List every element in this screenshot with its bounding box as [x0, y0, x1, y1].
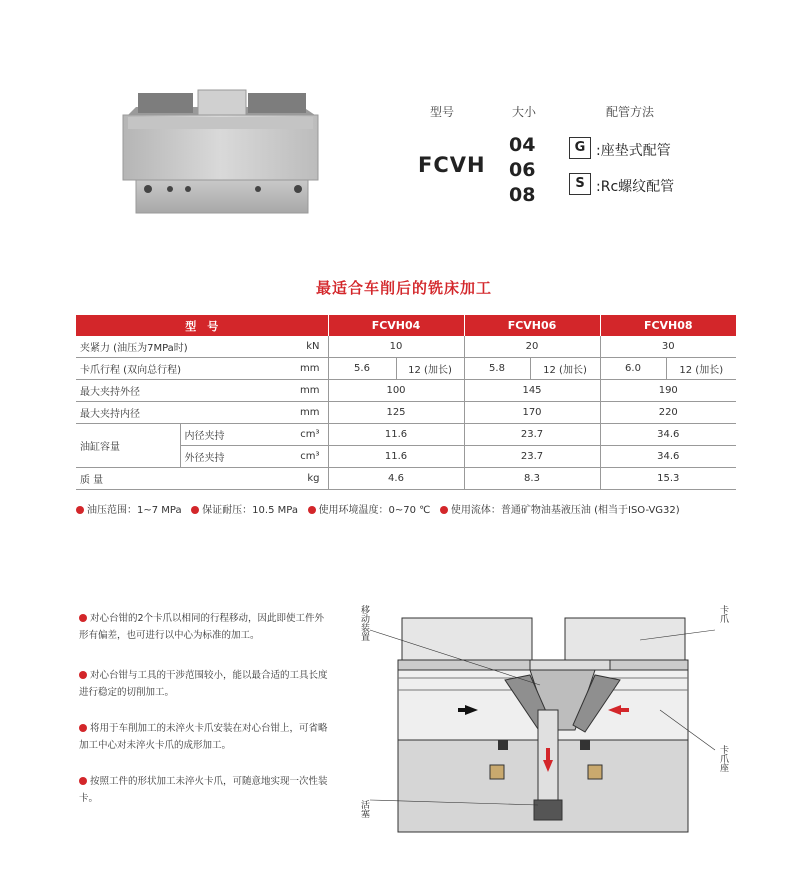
table-row: [76, 336, 736, 358]
feature-item: 对心台钳的2个卡爪以相同的行程移动，因此即使工件外形有偏差，也可进行以中心为标准的加工。: [79, 613, 325, 641]
cell-value: 20: [464, 336, 600, 358]
col-model-label: 型号: [430, 105, 455, 119]
row-label: 内径夹持: [180, 424, 276, 446]
row-label: 最大夹持外径: [76, 380, 276, 402]
bullet-icon: [191, 506, 199, 514]
cell-value: 170: [464, 402, 600, 424]
cell-value: 11.6: [328, 446, 464, 468]
bullet-icon: [79, 614, 87, 622]
cell-value: 11.6: [328, 424, 464, 446]
bullet-icon: [76, 506, 84, 514]
pipe-code-g: G: [569, 137, 591, 159]
bullet-icon: [440, 506, 448, 514]
cell-value: 23.7: [464, 446, 600, 468]
row-unit: mm: [276, 402, 328, 424]
size-08: 08: [509, 184, 536, 206]
cell-value: 10: [328, 336, 464, 358]
header-fcvh08: FCVH08: [600, 315, 736, 336]
label-moving-device: 移动装置: [359, 605, 369, 641]
bullet-icon: [79, 724, 87, 732]
bullet-icon: [79, 777, 87, 785]
header-model-label: 型 号: [76, 315, 328, 336]
section-title: 最适合车削后的铣床加工: [315, 279, 492, 297]
cell-value: 5.6: [328, 358, 396, 380]
spec-table: [76, 315, 736, 490]
cell-value: 5.8: [464, 358, 530, 380]
label-jaw: 卡爪: [718, 605, 728, 623]
feature-item: 对心台钳与工具的干涉范围较小，能以最合适的工具长度进行稳定的切削加工。: [79, 670, 328, 698]
cell-value: 30: [600, 336, 736, 358]
bullet-icon: [79, 671, 87, 679]
size-04: 04: [509, 134, 536, 156]
feature-item: 按照工件的形状加工未淬火卡爪，可随意地实现一次性装卡。: [79, 776, 328, 804]
row-label: 质 量: [76, 468, 276, 490]
header-fcvh06: FCVH06: [464, 315, 600, 336]
note-item: 保证耐压：10.5 MPa: [191, 505, 298, 516]
label-jaw-base: 卡爪座: [718, 745, 728, 772]
col-pipe-label: 配管方法: [606, 105, 655, 119]
row-unit: kg: [276, 468, 328, 490]
cell-value: 34.6: [600, 446, 736, 468]
table-row: [76, 380, 736, 402]
table-row: [76, 424, 736, 446]
table-header-row: [76, 315, 736, 336]
pipe-text-g: :座垫式配管: [596, 143, 671, 159]
col-size-label: 大小: [512, 105, 537, 119]
cell-value: 15.3: [600, 468, 736, 490]
size-06: 06: [509, 159, 536, 181]
cell-value: 4.6: [328, 468, 464, 490]
pipe-code-s: S: [569, 173, 591, 195]
cell-value: 100: [328, 380, 464, 402]
row-unit: cm³: [276, 424, 328, 446]
row-label: 卡爪行程 (双向总行程): [76, 358, 276, 380]
cell-value: 23.7: [464, 424, 600, 446]
row-label: 最大夹持内径: [76, 402, 276, 424]
cell-value: 12 (加长): [530, 358, 600, 380]
cell-value: 190: [600, 380, 736, 402]
row-label: 外径夹持: [180, 446, 276, 468]
cell-value: 34.6: [600, 424, 736, 446]
header-fcvh04: FCVH04: [328, 315, 464, 336]
cross-section-diagram: [340, 600, 750, 840]
bullet-icon: [308, 506, 316, 514]
row-unit: mm: [276, 358, 328, 380]
label-piston: 活塞: [359, 800, 369, 818]
row-unit: kN: [276, 336, 328, 358]
row-unit: mm: [276, 380, 328, 402]
cell-value: 12 (加长): [396, 358, 464, 380]
product-photo: [118, 85, 323, 215]
table-row: [76, 468, 736, 490]
notes-line: [76, 501, 680, 516]
cell-value: 8.3: [464, 468, 600, 490]
pipe-text-s: :Rc螺纹配管: [596, 179, 675, 195]
row-label: 夹紧力 (油压为7MPa时): [76, 336, 276, 358]
note-item: 使用环境温度：0~70 ℃: [308, 505, 431, 516]
cell-value: 125: [328, 402, 464, 424]
table-row: [76, 358, 736, 380]
note-item: 油压范围：1~7 MPa: [76, 505, 182, 516]
cell-value: 145: [464, 380, 600, 402]
group-label: 油缸容量: [76, 424, 180, 468]
model-name: FCVH: [418, 153, 486, 177]
table-row: [76, 402, 736, 424]
cell-value: 220: [600, 402, 736, 424]
feature-item: 将用于车削加工的未淬火卡爪安装在对心台钳上，可省略加工中心对未淬火卡爪的成形加工。: [79, 723, 328, 751]
note-item: 使用流体：普通矿物油基液压油 (相当于ISO-VG32): [440, 505, 680, 516]
row-unit: cm³: [276, 446, 328, 468]
cell-value: 12 (加长): [666, 358, 736, 380]
cell-value: 6.0: [600, 358, 666, 380]
